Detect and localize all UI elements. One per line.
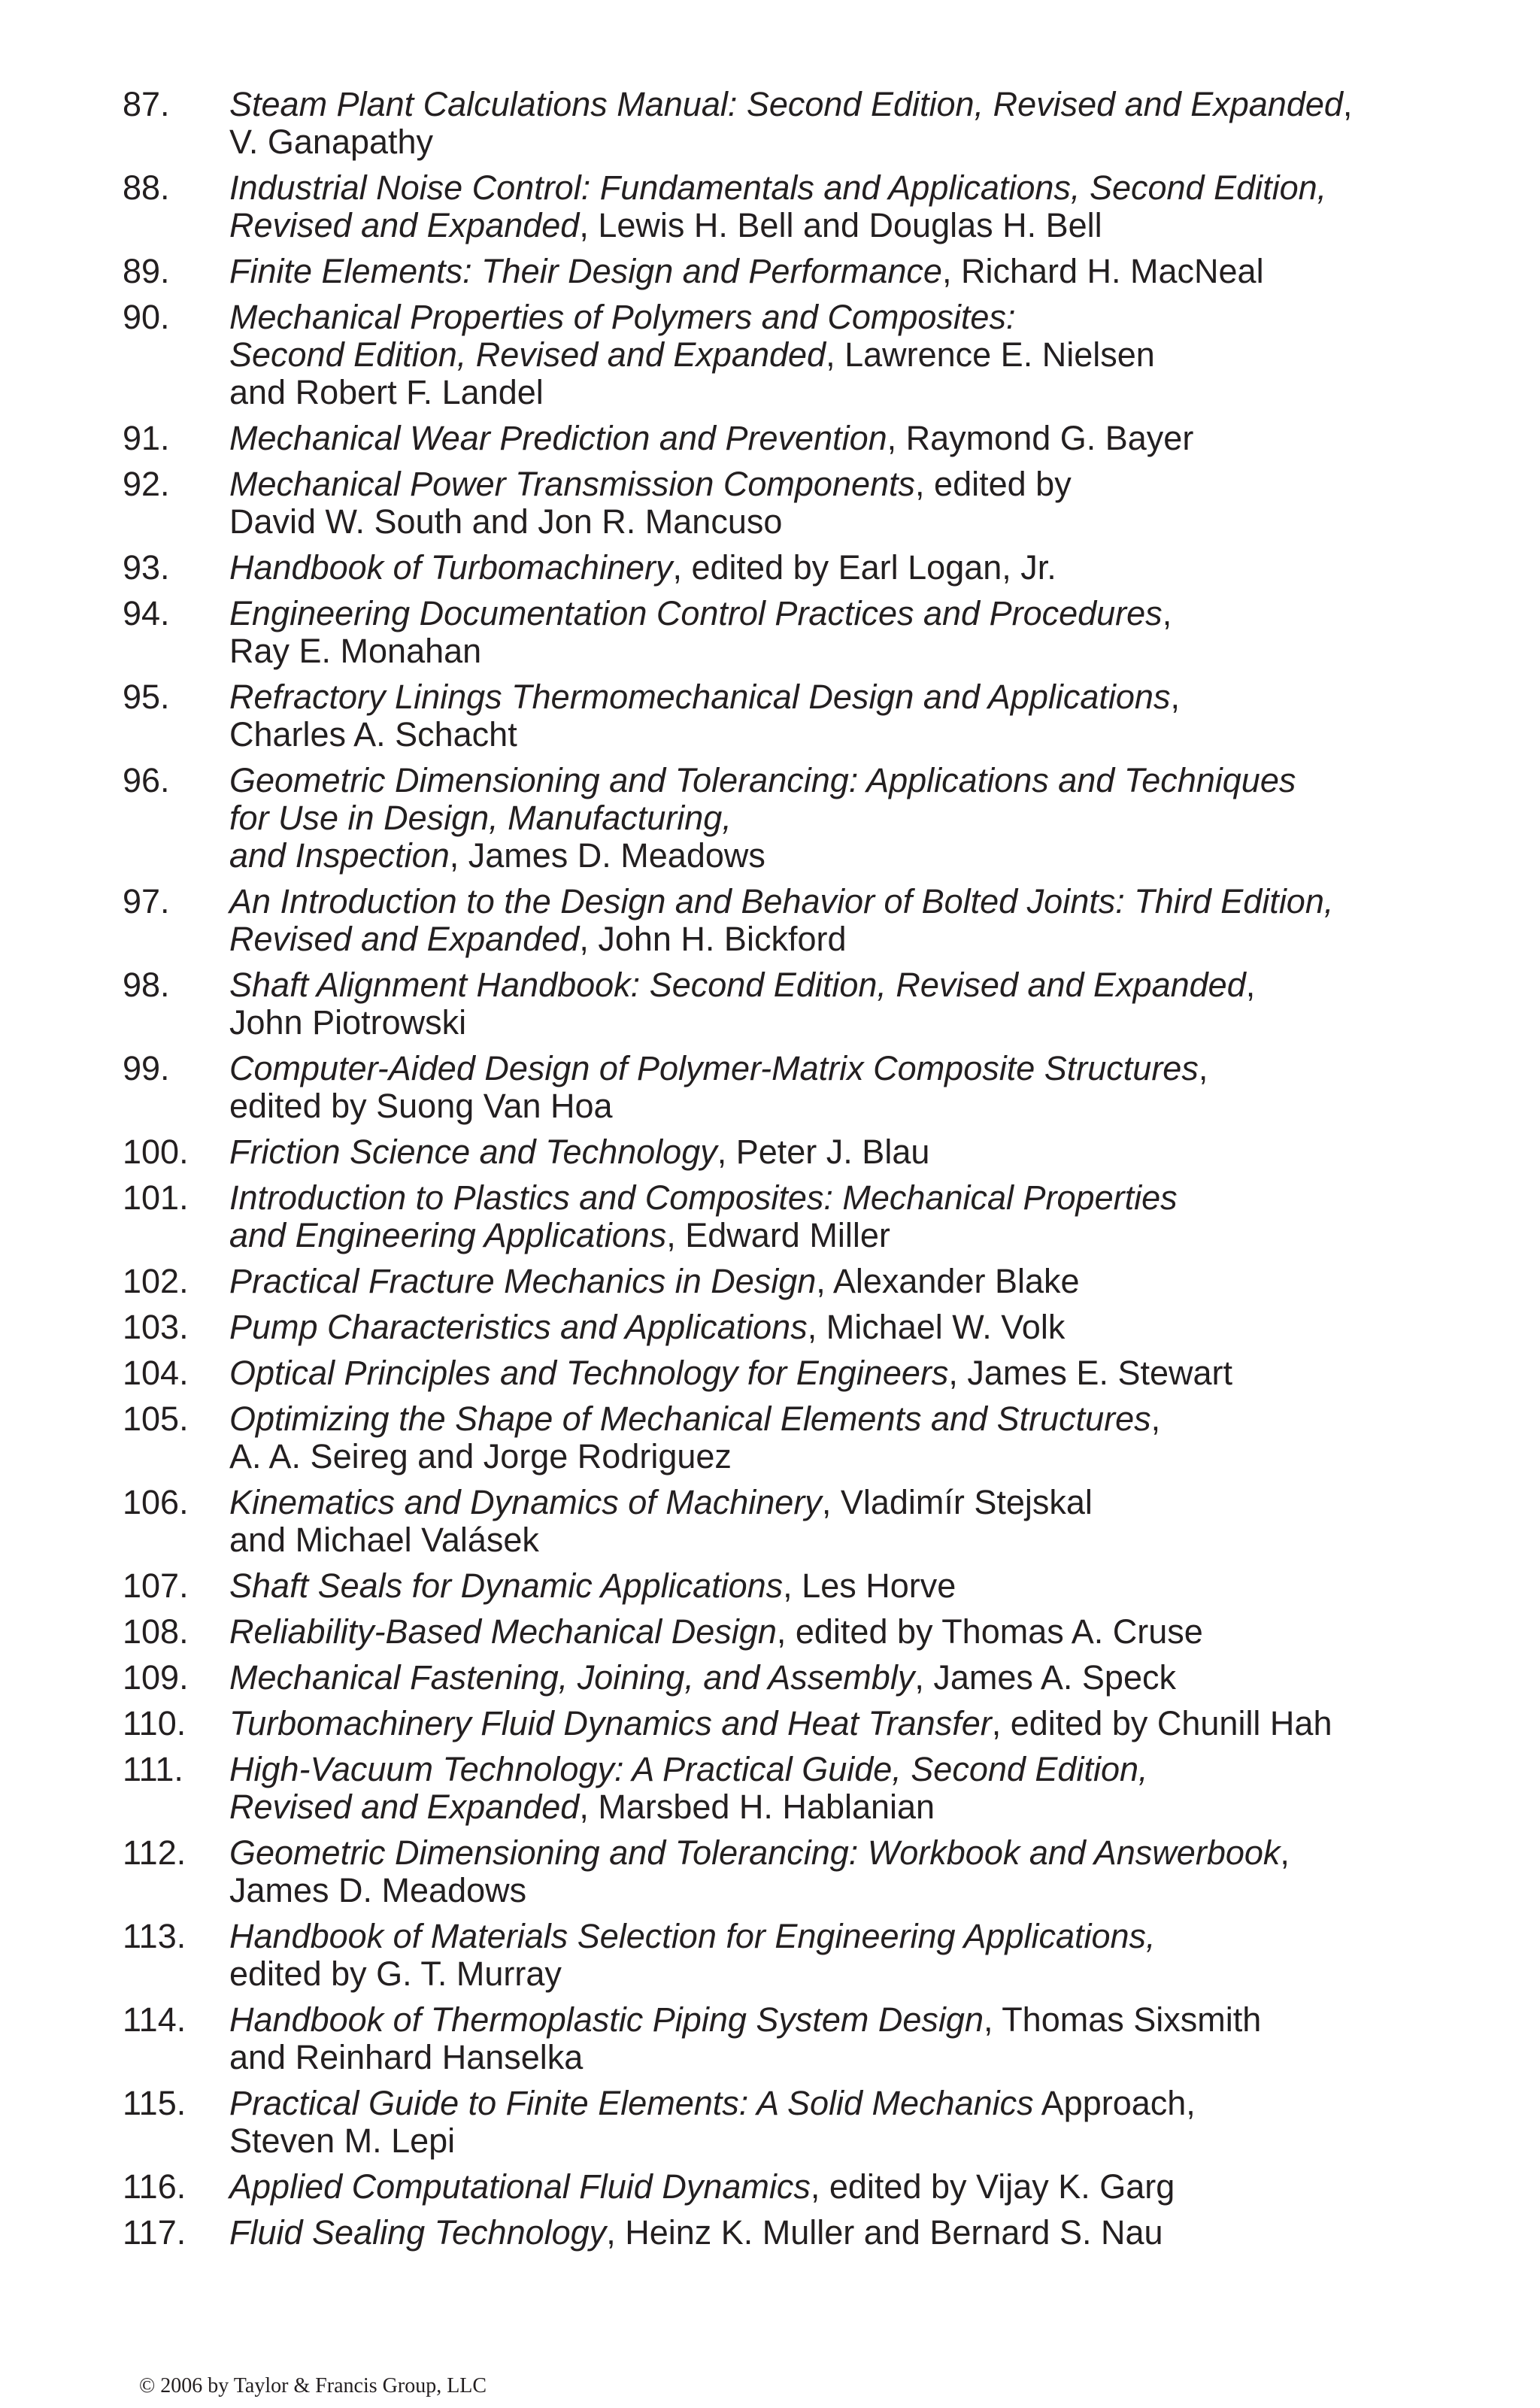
author-text: , edited by Chunill Hah	[991, 1704, 1332, 1742]
book-title: Handbook of Materials Selection for Engineering Applications,	[229, 1917, 1156, 1955]
item-number: 96.	[123, 761, 170, 799]
citation-line	[229, 1918, 1448, 1955]
author-text: ,	[1245, 966, 1256, 1004]
author-text: , Les Horve	[783, 1566, 956, 1605]
citation-line	[229, 2168, 1448, 2206]
author-text: , Edward Miller	[666, 1216, 890, 1254]
citation-line	[229, 86, 1448, 123]
citation-line	[229, 1788, 1448, 1826]
book-title: An Introduction to the Design and Behavior of Bolted Joints: Third Edition,	[229, 882, 1334, 920]
book-title: Turbomachinery Fluid Dynamics and Heat Transfer	[229, 1704, 992, 1742]
item-number: 115.	[123, 2084, 186, 2122]
book-title: Mechanical Wear Prediction and Prevention	[229, 419, 887, 457]
item-number: 108.	[123, 1612, 189, 1651]
book-title: and Engineering Applications	[229, 1216, 667, 1254]
citation-line	[229, 2214, 1448, 2252]
author-text: and Michael Valásek	[229, 1521, 539, 1559]
citation-line	[229, 336, 1448, 374]
item-citation	[229, 1400, 1448, 1475]
citation-line	[229, 1705, 1448, 1742]
item-citation	[229, 169, 1448, 244]
book-title: Second Edition, Revised and Expanded	[229, 335, 826, 374]
citation-line	[229, 1087, 1448, 1125]
book-title: High-Vacuum Technology: A Practical Guide, Second Edition,	[229, 1750, 1148, 1788]
author-text: Steven M. Lepi	[229, 2121, 456, 2160]
item-number: 98.	[123, 966, 170, 1004]
book-title: Refractory Linings Thermomechanical Design and Applications	[229, 678, 1171, 716]
item-number: 114.	[123, 2000, 186, 2039]
book-title: Reliability-Based Mechanical Design	[229, 1612, 777, 1651]
book-title: Optical Principles and Technology for Engineers	[229, 1354, 949, 1392]
item-number: 117.	[123, 2213, 186, 2252]
item-number: 89.	[123, 252, 170, 290]
item-number: 93.	[123, 548, 170, 587]
citation-line	[229, 503, 1448, 541]
item-number: 91.	[123, 419, 170, 457]
citation-line	[229, 799, 1448, 837]
author-text: , edited by Thomas A. Cruse	[776, 1612, 1203, 1651]
citation-line	[229, 374, 1448, 411]
book-title: Shaft Seals for Dynamic Applications	[229, 1566, 784, 1605]
author-text: , Marsbed H. Hablanian	[579, 1788, 935, 1826]
citation-line	[229, 2085, 1448, 2122]
citation-line	[229, 1955, 1448, 1993]
item-number: 110.	[123, 1704, 186, 1742]
author-text: , Thomas Sixsmith	[984, 2000, 1262, 2039]
author-text: , edited by Vijay K. Garg	[810, 2167, 1175, 2206]
author-text: , Lawrence E. Nielsen	[826, 335, 1155, 374]
author-text: , Michael W. Volk	[807, 1308, 1066, 1346]
item-citation	[229, 1133, 1448, 1171]
author-text: A. A. Seireg and Jorge Rodriguez	[229, 1437, 732, 1475]
author-text: and Robert F. Landel	[229, 373, 544, 411]
author-text: , edited by	[915, 465, 1072, 503]
citation-line	[229, 1751, 1448, 1788]
author-text: , James A. Speck	[914, 1658, 1176, 1697]
author-text: James D. Meadows	[229, 1871, 527, 1909]
book-title: Engineering Documentation Control Practices and Procedures	[229, 594, 1163, 632]
item-citation	[229, 1613, 1448, 1651]
citation-line	[229, 1179, 1448, 1217]
citation-line	[229, 169, 1448, 207]
item-number: 94.	[123, 594, 170, 632]
citation-line	[229, 1834, 1448, 1872]
citation-line	[229, 1354, 1448, 1392]
author-text: ,	[1170, 678, 1180, 716]
item-number: 116.	[123, 2167, 186, 2206]
item-citation	[229, 966, 1448, 1042]
book-title: Steam Plant Calculations Manual: Second Edition, Revised and Expanded	[229, 85, 1343, 123]
item-citation	[229, 595, 1448, 670]
book-title: Handbook of Turbomachinery	[229, 548, 673, 587]
item-citation	[229, 678, 1448, 754]
item-citation	[229, 2214, 1448, 2252]
book-title: Kinematics and Dynamics of Machinery	[229, 1483, 822, 1521]
item-citation	[229, 1263, 1448, 1300]
citation-line	[229, 1004, 1448, 1042]
book-title: Mechanical Power Transmission Components	[229, 465, 916, 503]
author-text: Ray E. Monahan	[229, 632, 482, 670]
book-title: Geometric Dimensioning and Tolerancing: Workbook and Answerbook	[229, 1833, 1281, 1872]
item-citation	[229, 1050, 1448, 1125]
author-text: David W. South and Jon R. Mancuso	[229, 502, 783, 541]
author-text: John Piotrowski	[229, 1003, 467, 1042]
author-text: ,	[1198, 1049, 1208, 1087]
author-text: , Lewis H. Bell and Douglas H. Bell	[579, 206, 1102, 244]
author-text: , James D. Meadows	[449, 836, 765, 875]
book-title: Revised and Expanded	[229, 1788, 580, 1826]
citation-line	[229, 837, 1448, 875]
item-number: 107.	[123, 1566, 189, 1605]
item-number: 97.	[123, 882, 170, 920]
author-text: , Vladimír Stejskal	[821, 1483, 1093, 1521]
item-number: 88.	[123, 168, 170, 207]
item-citation	[229, 299, 1448, 411]
author-text: ,	[1150, 1400, 1161, 1438]
item-number: 106.	[123, 1483, 189, 1521]
item-number: 101.	[123, 1178, 189, 1217]
citation-line	[229, 716, 1448, 754]
item-number: 92.	[123, 465, 170, 503]
citation-line	[229, 762, 1448, 799]
citation-line	[229, 2001, 1448, 2039]
item-citation	[229, 1179, 1448, 1254]
book-title: and Inspection	[229, 836, 450, 875]
book-title: Mechanical Fastening, Joining, and Assembly	[229, 1658, 915, 1697]
item-number: 90.	[123, 298, 170, 336]
citation-line	[229, 883, 1448, 920]
book-title: Industrial Noise Control: Fundamentals and Applications, Second Edition,	[229, 168, 1327, 207]
author-text: ,	[1342, 85, 1353, 123]
author-text: , Richard H. MacNeal	[941, 252, 1264, 290]
author-text: , Peter J. Blau	[717, 1133, 930, 1171]
item-number: 103.	[123, 1308, 189, 1346]
citation-line	[229, 678, 1448, 716]
item-citation	[229, 1918, 1448, 1993]
citation-line	[229, 1438, 1448, 1475]
citation-line	[229, 1613, 1448, 1651]
item-number: 112.	[123, 1833, 186, 1872]
copyright-notice: © 2006 by Taylor & Francis Group, LLC	[139, 2374, 487, 2397]
author-text: edited by Suong Van Hoa	[229, 1087, 613, 1125]
book-title: Finite Elements: Their Design and Performance	[229, 252, 942, 290]
item-citation	[229, 1567, 1448, 1605]
item-number: 100.	[123, 1133, 189, 1171]
citation-line	[229, 207, 1448, 244]
book-title: Practical Guide to Finite Elements: A Solid Mechanics	[229, 2084, 1034, 2122]
item-citation	[229, 1659, 1448, 1697]
citation-line	[229, 966, 1448, 1004]
citation-line	[229, 299, 1448, 336]
item-citation	[229, 466, 1448, 541]
citation-line	[229, 1217, 1448, 1254]
book-title: for Use in Design, Manufacturing,	[229, 799, 732, 837]
author-text: Approach,	[1033, 2084, 1196, 2122]
item-citation	[229, 2168, 1448, 2206]
book-title: Computer-Aided Design of Polymer-Matrix Composite Structures	[229, 1049, 1199, 1087]
item-number: 105.	[123, 1400, 189, 1438]
book-title: Optimizing the Shape of Mechanical Elements and Structures	[229, 1400, 1151, 1438]
book-title: Friction Science and Technology	[229, 1133, 717, 1171]
citation-line	[229, 1567, 1448, 1605]
item-citation	[229, 86, 1448, 161]
item-citation	[229, 762, 1448, 875]
book-title: Pump Characteristics and Applications	[229, 1308, 808, 1346]
citation-line	[229, 1521, 1448, 1559]
book-title: Introduction to Plastics and Composites: Mechanical Properties	[229, 1178, 1178, 1217]
citation-line	[229, 466, 1448, 503]
citation-line	[229, 549, 1448, 587]
item-citation	[229, 1834, 1448, 1909]
item-number: 104.	[123, 1354, 189, 1392]
citation-line	[229, 1872, 1448, 1909]
book-title: Fluid Sealing Technology	[229, 2213, 607, 2252]
citation-line	[229, 595, 1448, 632]
item-citation	[229, 1354, 1448, 1392]
item-number: 111.	[123, 1750, 183, 1788]
author-text: ,	[1162, 594, 1172, 632]
book-title: Geometric Dimensioning and Tolerancing: Applications and Techniques	[229, 761, 1296, 799]
book-title: Revised and Expanded	[229, 920, 580, 958]
author-text: V. Ganapathy	[229, 123, 434, 161]
item-citation	[229, 1705, 1448, 1742]
author-text: Charles A. Schacht	[229, 715, 517, 754]
citation-line	[229, 632, 1448, 670]
citation-line	[229, 420, 1448, 457]
citation-line	[229, 2122, 1448, 2160]
citation-line	[229, 2039, 1448, 2076]
citation-line	[229, 123, 1448, 161]
author-text: , James E. Stewart	[948, 1354, 1233, 1392]
author-text: , Raymond G. Bayer	[887, 419, 1194, 457]
citation-line	[229, 1659, 1448, 1697]
item-citation	[229, 2001, 1448, 2076]
citation-line	[229, 920, 1448, 958]
item-citation	[229, 1309, 1448, 1346]
citation-line	[229, 253, 1448, 290]
citation-line	[229, 1309, 1448, 1346]
book-title: Revised and Expanded	[229, 206, 580, 244]
book-title: Mechanical Properties of Polymers and Composites:	[229, 298, 1016, 336]
author-text: and Reinhard Hanselka	[229, 2038, 584, 2076]
author-text: , edited by Earl Logan, Jr.	[672, 548, 1056, 587]
item-citation	[229, 1484, 1448, 1559]
item-number: 102.	[123, 1262, 189, 1300]
author-text: , Heinz K. Muller and Bernard S. Nau	[606, 2213, 1163, 2252]
item-citation	[229, 549, 1448, 587]
item-citation	[229, 883, 1448, 958]
item-number: 109.	[123, 1658, 189, 1697]
item-citation	[229, 2085, 1448, 2160]
author-text: edited by G. T. Murray	[229, 1955, 562, 1993]
citation-line	[229, 1050, 1448, 1087]
item-number: 87.	[123, 85, 170, 123]
item-citation	[229, 420, 1448, 457]
book-title: Practical Fracture Mechanics in Design	[229, 1262, 817, 1300]
item-number: 113.	[123, 1917, 186, 1955]
citation-line	[229, 1263, 1448, 1300]
author-text: , Alexander Blake	[816, 1262, 1080, 1300]
item-citation	[229, 1751, 1448, 1826]
book-title: Handbook of Thermoplastic Piping System Design	[229, 2000, 984, 2039]
item-number: 95.	[123, 678, 170, 716]
book-title: Shaft Alignment Handbook: Second Edition, Revised and Expanded	[229, 966, 1246, 1004]
item-number: 99.	[123, 1049, 170, 1087]
author-text: ,	[1280, 1833, 1290, 1872]
citation-line	[229, 1400, 1448, 1438]
book-title: Applied Computational Fluid Dynamics	[229, 2167, 811, 2206]
citation-line	[229, 1133, 1448, 1171]
citation-line	[229, 1484, 1448, 1521]
author-text: , John H. Bickford	[579, 920, 847, 958]
item-citation	[229, 253, 1448, 290]
